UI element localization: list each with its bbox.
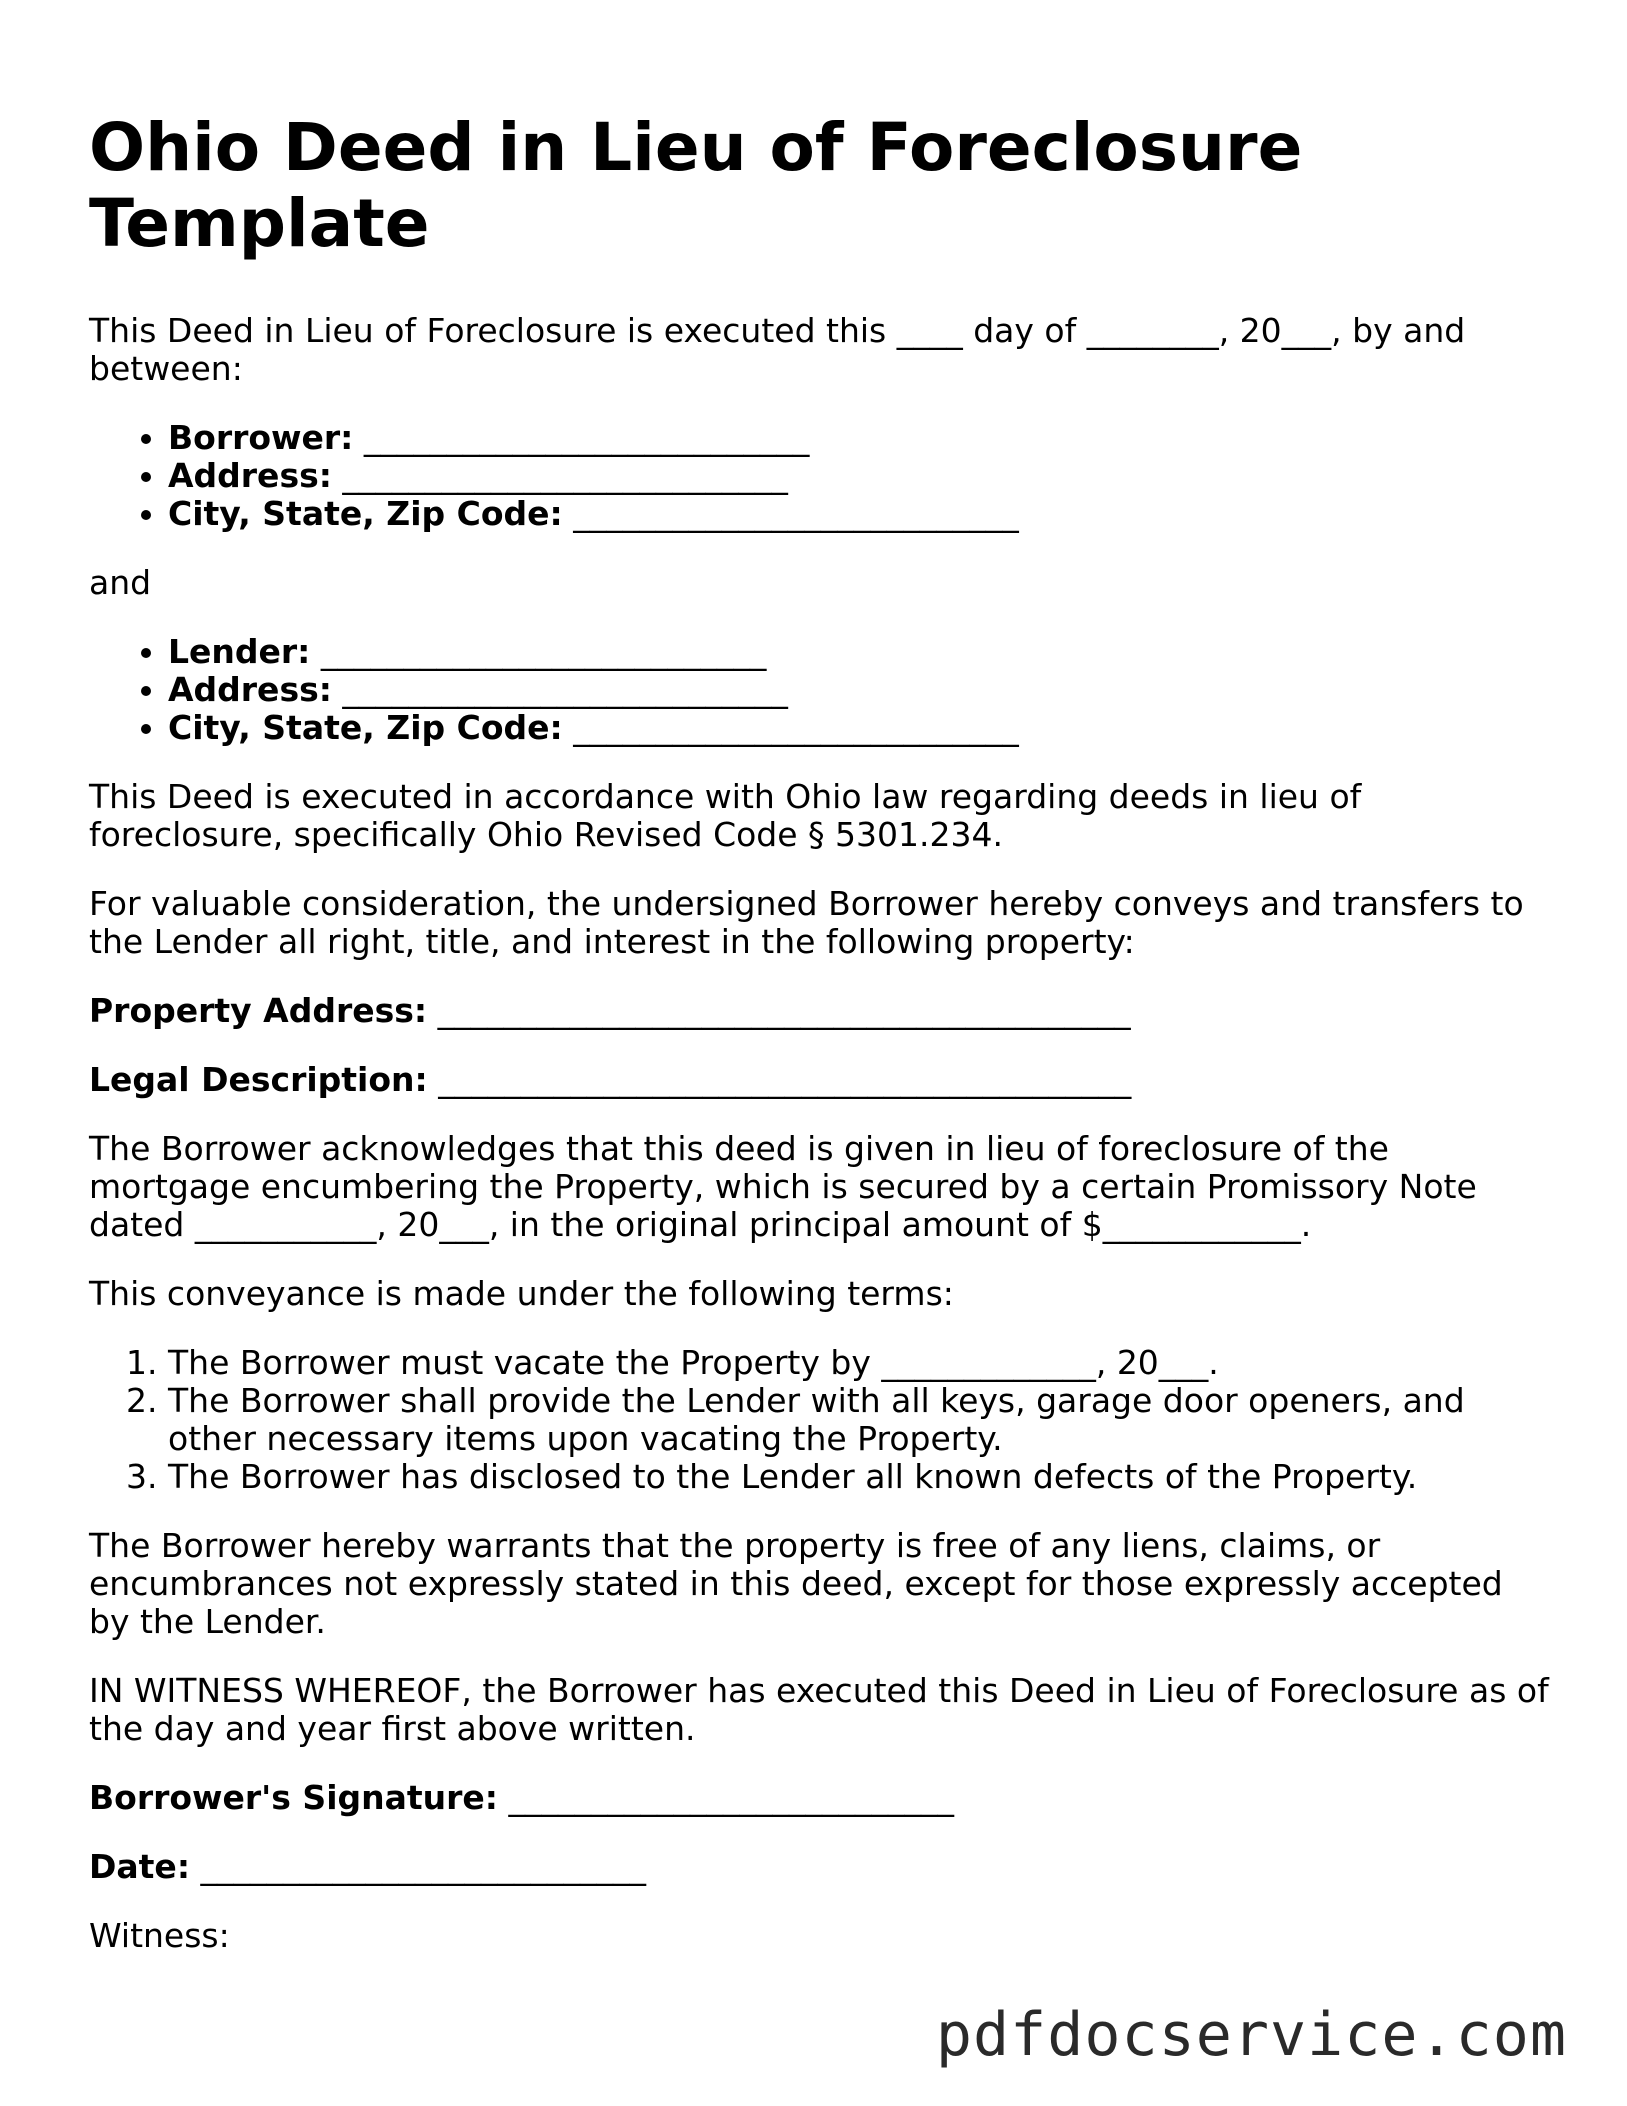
borrower-info-list — [89, 419, 1549, 533]
and-text: and — [89, 563, 152, 602]
field-label: Borrower's Signature: — [89, 1778, 499, 1817]
lender-address-field — [168, 671, 1549, 709]
law-paragraph: This Deed is executed in accordance with Ohio law regarding deeds in lieu of foreclosure, specifically Ohio Revised Code § 5301.234. — [89, 777, 1362, 854]
borrower-name-field — [168, 419, 1549, 457]
document-page — [89, 110, 1549, 1986]
field-blank: ___________________________ — [331, 670, 788, 709]
field-label: Legal Description: — [89, 1060, 428, 1099]
acknowledgement-paragraph: The Borrower acknowledges that this deed is given in lieu of foreclosure of the mortgage encumbering the Property, which is secured by a certain Promissory Note dated ___________, 20___, in the original principal amount of $____________. — [89, 1129, 1477, 1244]
field-blank: ___________________________ — [498, 1778, 955, 1817]
field-blank: ___________________________ — [310, 632, 767, 671]
field-blank: __________________________________________ — [427, 1060, 1132, 1099]
lender-info-list — [89, 633, 1549, 747]
field-label: City, State, Zip Code: — [168, 494, 563, 533]
witness-label: Witness: — [89, 1916, 230, 1955]
field-label: City, State, Zip Code: — [168, 708, 563, 747]
intro-paragraph: This Deed in Lieu of Foreclosure is executed this ____ day of ________, 20___, by and between: — [89, 311, 1466, 388]
term-item: 1. The Borrower must vacate the Property by _____________, 20___. — [168, 1344, 1549, 1382]
legal-description-field — [89, 1061, 1549, 1099]
field-blank: ___________________________ — [562, 708, 1019, 747]
field-label: Address: — [168, 456, 332, 495]
field-label: Borrower: — [168, 418, 354, 457]
document-title: Ohio Deed in Lieu of Foreclosure Template — [89, 109, 1303, 262]
field-label: Date: — [89, 1847, 191, 1886]
lender-name-field — [168, 633, 1549, 671]
field-blank: ___________________________ — [190, 1847, 647, 1886]
field-blank: ___________________________ — [353, 418, 810, 457]
witness-paragraph: IN WITNESS WHEREOF, the Borrower has executed this Deed in Lieu of Foreclosure as of the day and year first above written. — [89, 1671, 1549, 1748]
field-blank: ___________________________ — [562, 494, 1019, 533]
field-blank: __________________________________________ — [427, 991, 1131, 1030]
terms-intro: This conveyance is made under the following terms: — [89, 1274, 954, 1313]
field-blank: ___________________________ — [331, 456, 788, 495]
property-address-field — [89, 992, 1549, 1030]
watermark-text: pdfdocservice.com — [935, 2000, 1567, 2070]
borrower-city-field — [168, 495, 1549, 533]
term-item: 2. The Borrower shall provide the Lender with all keys, garage door openers, and other necessary items upon vacating the Property. — [168, 1382, 1549, 1458]
field-label: Property Address: — [89, 991, 428, 1030]
borrower-signature-field — [89, 1779, 1549, 1817]
date-field — [89, 1848, 1549, 1886]
field-label: Address: — [168, 670, 332, 709]
warranty-paragraph: The Borrower hereby warrants that the property is free of any liens, claims, or encumbrances not expressly stated in this deed, except for those expressly accepted by the Lender. — [89, 1526, 1503, 1641]
terms-list — [89, 1344, 1549, 1496]
consideration-paragraph: For valuable consideration, the undersigned Borrower hereby conveys and transfers to the Lender all right, title, and interest in the following property: — [89, 884, 1524, 961]
borrower-address-field — [168, 457, 1549, 495]
lender-city-field — [168, 709, 1549, 747]
term-item: 3. The Borrower has disclosed to the Lender all known defects of the Property. — [168, 1458, 1549, 1496]
field-label: Lender: — [168, 632, 311, 671]
